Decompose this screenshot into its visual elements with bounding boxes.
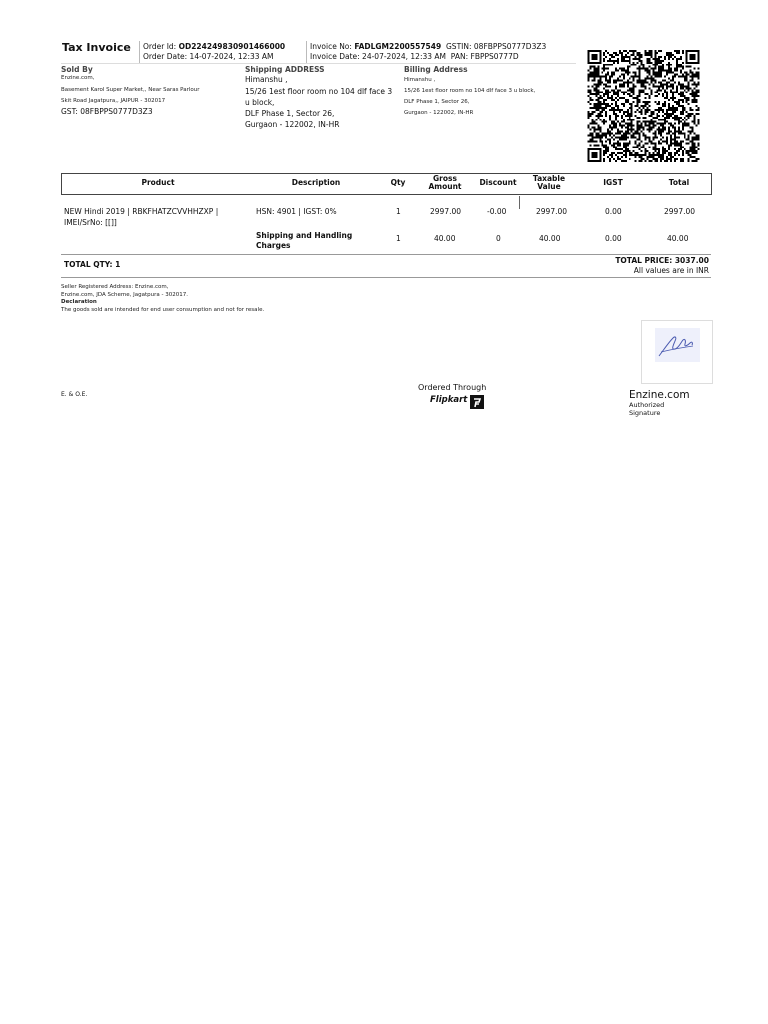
row2-qty: 1: [396, 234, 401, 243]
shipping-line-3: DLF Phase 1, Sector 26,: [245, 109, 335, 118]
order-id-line: [143, 42, 285, 52]
row1-description: HSN: 4901 | IGST: 0%: [256, 207, 337, 216]
col-qty: Qty: [390, 178, 406, 187]
col-gross-line1: Gross: [433, 174, 457, 183]
invoice-date-line: [310, 52, 519, 62]
row-tick: [519, 196, 520, 209]
row1-discount: -0.00: [487, 207, 507, 216]
invoice-no-value: FADLGM2200557549: [354, 42, 442, 51]
col-igst: IGST: [603, 178, 623, 187]
gstin-label: GSTIN:: [446, 42, 472, 51]
total-price: TOTAL PRICE: 3037.00: [615, 256, 709, 265]
seller-registered-address: [61, 284, 264, 314]
declaration-text: The goods sold are intended for end user consumption and not for resale.: [61, 306, 265, 313]
signature-image: [641, 320, 713, 384]
order-date-label: Order Date:: [143, 52, 188, 61]
signature-scribble: [655, 328, 700, 362]
invoice-date-label: Invoice Date:: [310, 52, 360, 61]
sold-by-gst: GST: 08FBPPS0777D3Z3: [61, 107, 153, 116]
row1-product-line1: NEW Hindi 2019 | RBKFHATZCVVHHZXP |: [64, 207, 219, 216]
col-taxable: [524, 175, 574, 191]
seller-name-signature: Enzine.com: [629, 389, 690, 401]
authorized-signature: [629, 401, 664, 417]
row2-gross: 40.00: [434, 234, 456, 243]
totals-rule-top: [61, 254, 711, 255]
total-qty: TOTAL QTY: 1: [64, 260, 121, 269]
authorized-label: Authorized: [629, 401, 665, 409]
row2-taxable: 40.00: [539, 234, 561, 243]
billing-name: Himanshu ,: [404, 77, 436, 83]
signature-label: Signature: [629, 409, 661, 417]
header-rule: [61, 63, 576, 64]
shipping-line-4: Gurgaon - 122002, IN-HR: [245, 120, 340, 129]
row1-product-line2: IMEI/SrNo: [[]]: [64, 218, 117, 227]
invoice-no-label: Invoice No:: [310, 42, 352, 51]
order-date-value: 14-07-2024, 12:33 AM: [189, 52, 274, 61]
ordered-through-label: Ordered Through: [418, 383, 487, 392]
row1-igst: 0.00: [605, 207, 622, 216]
order-date-line: [143, 52, 274, 62]
col-gross-line2: Amount: [428, 182, 462, 191]
row1-qty: 1: [396, 207, 401, 216]
flipkart-logo-text: Flipkart: [430, 395, 468, 405]
shipping-label: Shipping ADDRESS: [245, 65, 325, 74]
invoice-title: Tax Invoice: [62, 41, 131, 54]
totals-rule-bottom: [61, 277, 711, 278]
col-product: Product: [141, 178, 175, 187]
row2-description-line1: Shipping and Handling: [256, 231, 353, 240]
seller-reg-line2: Enzine.com, JDA Scheme, Jagatpura - 302017.: [61, 291, 188, 298]
col-gross: [420, 175, 470, 191]
billing-line-3: Gurgaon - 122002, IN-HR: [404, 110, 474, 116]
row2-igst: 0.00: [605, 234, 622, 243]
qr-code: [586, 50, 701, 162]
sold-by-address-2: Skit Road Jagatpura,, JAIPUR - 302017: [61, 98, 166, 104]
values-note: All values are in INR: [633, 266, 709, 275]
shipping-name: Himanshu ,: [245, 75, 288, 84]
order-id-value: OD224249830901466000: [178, 42, 286, 51]
col-discount: Discount: [479, 178, 517, 187]
invoice-no-line: [310, 42, 546, 52]
pan-value: FBPPS0777D: [470, 52, 519, 61]
invoice-date-value: 24-07-2024, 12:33 AM: [362, 52, 447, 61]
header-divider: [306, 41, 307, 63]
shipping-line-2: u block,: [245, 98, 275, 107]
billing-label: Billing Address: [404, 65, 468, 74]
row1-taxable: 2997.00: [536, 207, 568, 216]
sold-by-name: Enzine.com,: [61, 75, 95, 81]
flipkart-icon: [470, 395, 484, 409]
gstin-value: 08FBPPS0777D3Z3: [473, 42, 547, 51]
billing-line-1: 15/26 1est floor room no 104 dlf face 3 u block,: [404, 88, 536, 94]
declaration-label: Declaration: [61, 299, 97, 305]
header-divider: [139, 41, 140, 63]
seller-reg-line1: Seller Registered Address: Enzine.com,: [61, 284, 169, 290]
row2-discount: 0: [496, 234, 501, 243]
col-taxable-line1: Taxable: [532, 174, 566, 183]
row1-total: 2997.00: [664, 207, 696, 216]
order-id-label: Order Id:: [143, 42, 177, 51]
flipkart-bag-glyph: [470, 396, 484, 410]
row1-gross: 2997.00: [430, 207, 462, 216]
eoe-text: E. & O.E.: [61, 391, 88, 398]
col-taxable-line2: Value: [537, 182, 561, 191]
sold-by-address-1: Basement Karol Super Market,, Near Saras Parlour: [61, 87, 200, 93]
billing-line-2: DLF Phase 1, Sector 26,: [404, 99, 470, 105]
pan-label: PAN:: [450, 52, 469, 61]
sold-by-label: Sold By: [61, 65, 93, 74]
row2-total: 40.00: [667, 234, 689, 243]
col-description: Description: [291, 178, 341, 187]
col-total: Total: [668, 178, 690, 187]
row2-description-line2: Charges: [256, 241, 291, 250]
shipping-line-1: 15/26 1est floor room no 104 dlf face 3: [245, 87, 393, 96]
